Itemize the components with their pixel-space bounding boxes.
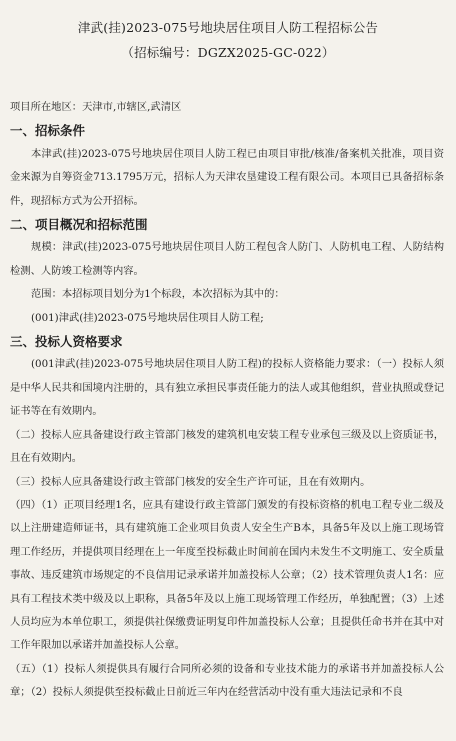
qualification-paragraph-4: （四）（1）正项目经理1名，应具有建设行政主管部门颁发的有投标资格的机电工程专业二级及以上注册建造师证书，具有建筑施工企业项目负责人安全生产B本，具备5年及以上施工现场管理工作经历，并提供项目经理在上一年度至投标截止时间前在国内未发生不文明施工、安全质量事故、违反建筑市场规定的不良信用记录承诺并加盖投标人公章；（2）技术管理负责人1名：应具有工程技术类中级及以上职称，具备5年及以上施工现场管理工作经历，单独配置；（3）上述人员均应为本单位职工，须提供社保缴费证明复印件加盖投标人公章；且提供任命书并在其中对工作年限加以承诺并加盖投标人公章。 <box>10 498 444 652</box>
qualification-paragraph-2: （二）投标人应具备建设行政主管部门核发的建筑机电安装工程专业承包三级及以上资质证书，且在有效期内。 <box>10 428 444 465</box>
qualification-paragraph-5: （五）（1）投标人须提供具有履行合同所必须的设备和专业技术能力的承诺书并加盖投标人公章；（2）投标人须提供至投标截止日前近三年内在经营活动中没有重大违法记录和不良 <box>10 662 444 699</box>
tender-number: （招标编号：DGZX2025-GC-022） <box>121 45 335 60</box>
qualification-paragraph-1: (001津武(挂)2023-075号地块居住项目人防工程)的投标人资格能力要求：（一）投标人须是中华人民共和国境内注册的，具有独立承担民事责任能力的法人或其他组织，营业执照或登记证书等在有效期内。 <box>10 358 444 418</box>
notice-body <box>10 96 444 705</box>
project-location: 项目所在地区：天津市,市辖区,武清区 <box>10 101 182 113</box>
scale-paragraph: 规模：津武(挂)2023-075号地块居住项目人防工程包含人防门、人防机电工程、人防结构检测、人防竣工检测等内容。 <box>10 241 444 277</box>
section-heading-overview: 二、项目概况和招标范围 <box>10 217 148 233</box>
page-title: 津武(挂)2023-075号地块居住项目人防工程招标公告 <box>77 20 379 35</box>
qualification-paragraph-3: （三）投标人应具备建设行政主管部门核发的安全生产许可证，且在有效期内。 <box>10 475 371 488</box>
section-heading-conditions: 一、招标条件 <box>10 123 86 139</box>
conditions-paragraph: 本津武(挂)2023-075号地块居住项目人防工程已由项目审批/核准/备案机关批准，项目资金来源为自筹资金713.1795万元，招标人为天津农垦建设工程有限公司。本项目已具备招标条件，现招标方式为公开招标。 <box>10 147 444 207</box>
scope-paragraph: 范围：本招标项目划分为1个标段，本次招标为其中的： <box>31 288 285 301</box>
section-heading-qualification: 三、投标人资格要求 <box>10 334 123 350</box>
lot-paragraph: (001)津武(挂)2023-075号地块居住项目人防工程; <box>31 311 264 324</box>
